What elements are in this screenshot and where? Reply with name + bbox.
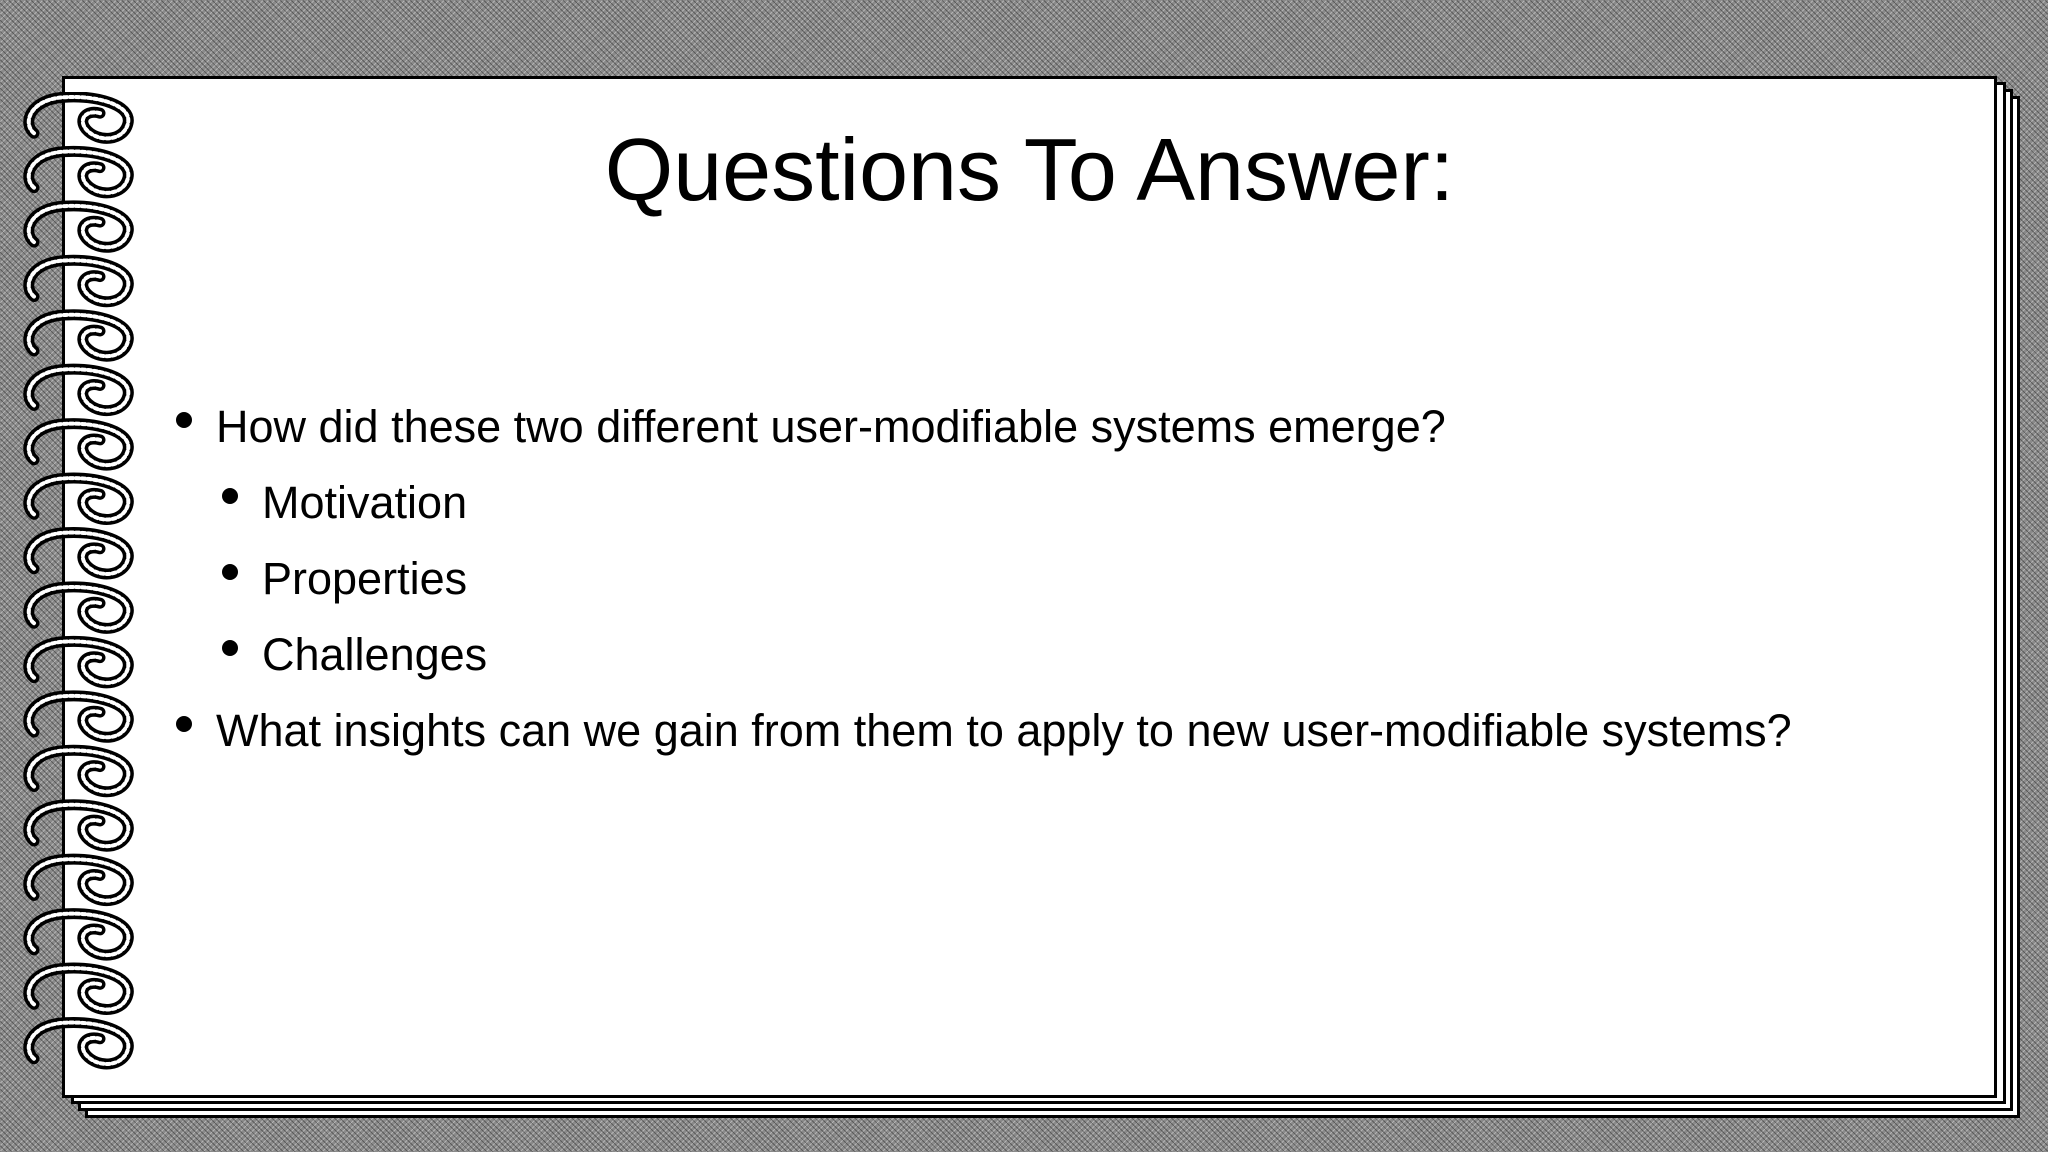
spiral-ring-icon: [29, 315, 129, 356]
slide-title: Questions To Answer:: [604, 120, 1455, 219]
spiral-ring-icon: [29, 750, 129, 791]
spiral-binding: [20, 92, 140, 1072]
bullet-text: Motivation: [262, 477, 468, 528]
bullet-text: Properties: [262, 553, 468, 604]
bullet-item: [160, 693, 1980, 769]
spiral-ring-icon: [29, 533, 129, 574]
bullet-icon: [222, 640, 238, 656]
spiral-ring-icon: [29, 478, 129, 519]
spiral-ring-icon: [29, 587, 129, 628]
bullet-icon: [222, 488, 238, 504]
bullet-item: [160, 389, 1980, 465]
spiral-ring-icon: [29, 369, 129, 410]
spiral-ring-icon: [29, 914, 129, 955]
bullet-text: How did these two different user-modifiable systems emerge?: [216, 401, 1446, 452]
spiral-ring-icon: [29, 859, 129, 900]
spiral-ring-icon: [29, 696, 129, 737]
bullet-text: Challenges: [262, 629, 488, 680]
bullet-list: [160, 389, 1980, 769]
spiral-ring-icon: [29, 968, 129, 1009]
spiral-ring-icon: [29, 1023, 129, 1064]
bullet-text: What insights can we gain from them to apply to new user-modifiable systems?: [216, 705, 1792, 756]
spiral-ring-icon: [29, 260, 129, 301]
spiral-ring-icon: [29, 805, 129, 846]
sub-bullet-item: [160, 617, 1980, 693]
sub-bullet-item: [160, 541, 1980, 617]
spiral-ring-icon: [29, 424, 129, 465]
spiral-ring-icon: [29, 641, 129, 682]
sub-bullet-item: [160, 465, 1980, 541]
bullet-icon: [176, 412, 192, 428]
bullet-icon: [222, 564, 238, 580]
bullet-icon: [176, 716, 192, 732]
